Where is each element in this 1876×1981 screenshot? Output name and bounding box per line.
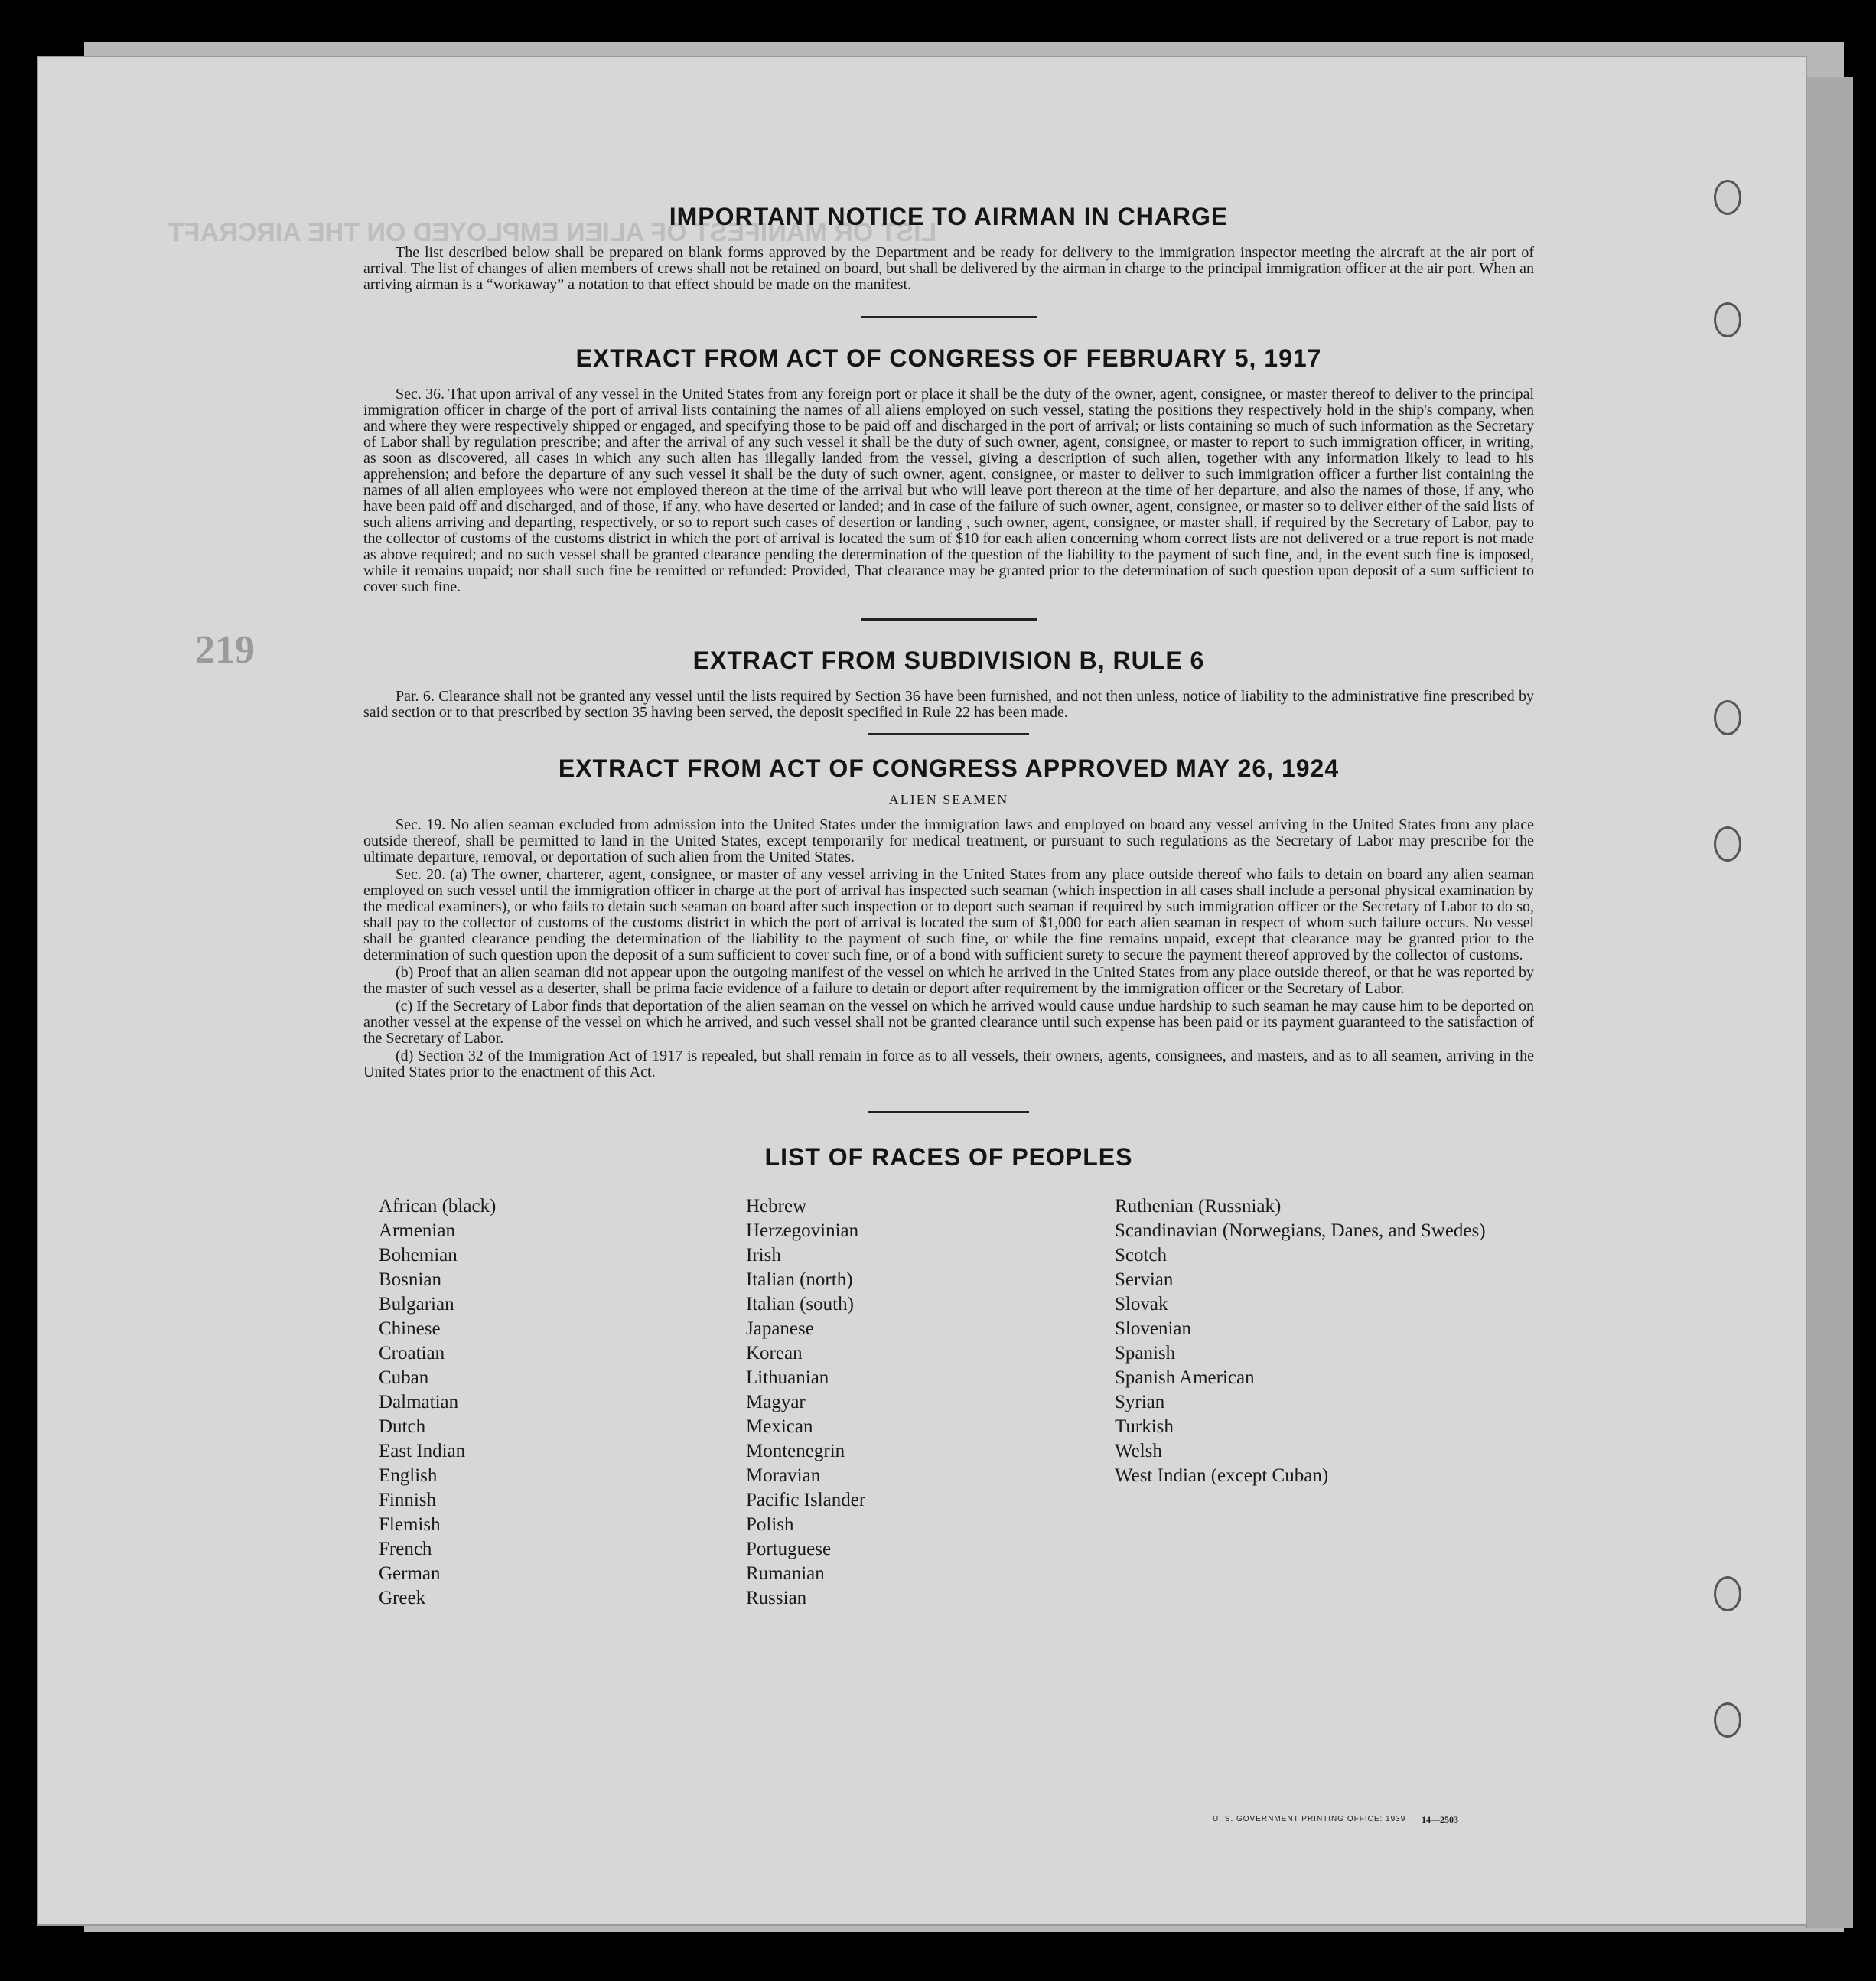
race-item: Cuban [379, 1367, 429, 1388]
race-item: English [379, 1465, 438, 1486]
notice-heading: IMPORTANT NOTICE TO AIRMAN IN CHARGE [669, 203, 1229, 230]
act-1924-sec20b: (b) Proof that an alien seaman did not appear upon the outgoing manifest of the vessel on which he arrived in the United States from any place outside thereof, or that he was reported by the master of such vessel as a deserter, shall be prima facie evidence of a failure to detain or deport after requirement by the immigration officer or the Secretary of Labor. [363, 964, 1534, 997]
race-item: Syrian [1115, 1392, 1165, 1412]
notice-section [363, 203, 1534, 293]
rule6-text: Par. 6. Clearance shall not be granted any vessel until the lists required by Section 36 have been furnished, and not then unless, notice of liability to the administrative fine prescribed by said section or to that prescribed by section 35 having been served, the deposit specified in Rule 22 has been made. [363, 688, 1534, 721]
race-item: Bosnian [379, 1269, 441, 1290]
race-item: Pacific Islander [746, 1490, 866, 1510]
race-item: Spanish [1115, 1343, 1176, 1364]
race-item: Welsh [1115, 1441, 1162, 1461]
race-item: Armenian [379, 1220, 455, 1241]
punch-hole [1714, 302, 1741, 337]
punch-hole [1714, 826, 1741, 862]
punch-hole [1714, 700, 1741, 735]
rule6-heading: EXTRACT FROM SUBDIVISION B, RULE 6 [692, 647, 1205, 674]
punch-hole [1714, 1576, 1741, 1611]
race-item: Dutch [379, 1416, 426, 1437]
act-1924-sec19: Sec. 19. No alien seaman excluded from admission into the United States under the immigration laws and employed on board any vessel arriving in the United States from any place outside thereof, shall be permitted to land in the United States, except temporarily for medical treatment, or pursuant to such regulations as the Secretary of Labor may prescribe for the ultimate departure, removal, or deportation of such alien from the United States. [363, 816, 1534, 865]
race-item: Herzegovinian [746, 1220, 859, 1241]
races-section [363, 1143, 1534, 1611]
act-1924-sec20d: (d) Section 32 of the Immigration Act of 1917 is repealed, but shall remain in force as to all vessels, their owners, agents, consignees, and masters, and as to all seamen, arriving in the United States prior to the enactment of this Act. [363, 1048, 1534, 1080]
races-list [363, 1194, 1534, 1611]
race-item: Ruthenian (Russniak) [1115, 1196, 1282, 1217]
alien-seamen-subheading: ALIEN SEAMEN [888, 792, 1009, 807]
race-item: Chinese [379, 1318, 441, 1339]
race-item: Bulgarian [379, 1294, 454, 1315]
document-page [38, 57, 1806, 1924]
races-heading: LIST OF RACES OF PEOPLES [764, 1143, 1133, 1171]
underlying-sheet-edge [1806, 77, 1853, 1928]
race-item: Magyar [746, 1392, 806, 1412]
races-column-1 [363, 1194, 746, 1611]
divider [868, 1111, 1029, 1113]
page-content [363, 203, 1534, 1611]
race-item: Turkish [1115, 1416, 1174, 1437]
race-item: Scotch [1115, 1245, 1168, 1266]
race-item: Scandinavian (Norwegians, Danes, and Swedes) [1115, 1220, 1486, 1241]
act-1917-section [363, 344, 1534, 595]
race-item: Lithuanian [746, 1367, 829, 1388]
divider [861, 618, 1037, 621]
race-item: Spanish American [1115, 1367, 1255, 1388]
bleed-through-text: LIST OR MANIFEST OF ALIEN EMPLOYED ON THE AIRCRAFT [168, 218, 937, 247]
race-item: Korean [746, 1343, 803, 1364]
race-item: Slovenian [1115, 1318, 1191, 1339]
race-item: East Indian [379, 1441, 466, 1461]
race-item: Portuguese [746, 1539, 832, 1559]
punch-hole [1714, 1702, 1741, 1738]
races-column-2 [746, 1194, 1115, 1611]
races-column-3 [1115, 1194, 1513, 1611]
race-item: Croatian [379, 1343, 445, 1364]
race-item: German [379, 1563, 441, 1584]
bleed-through-mark: 219 [195, 628, 255, 672]
form-code: 14—2503 [1422, 1814, 1458, 1825]
act-1924-sec20c: (c) If the Secretary of Labor finds that deportation of the alien seaman on the vessel on which he arrived would cause undue hardship to such seaman he may cause him to be deported on another vessel at the expense of the vessel on which he arrived, and such vessel shall not be granted clearance until such expense has been paid or its payment guaranteed to the satisfaction of the Secretary of Labor. [363, 998, 1534, 1047]
printer-imprint: U. S. GOVERNMENT PRINTING OFFICE: 1939 [1213, 1815, 1406, 1823]
race-item: Slovak [1115, 1294, 1168, 1315]
race-item: Dalmatian [379, 1392, 459, 1412]
race-item: Hebrew [746, 1196, 807, 1217]
race-item: Bohemian [379, 1245, 458, 1266]
race-item: Japanese [746, 1318, 814, 1339]
race-item: Flemish [379, 1514, 441, 1535]
act-1924-section [363, 754, 1534, 1080]
race-item: Italian (north) [746, 1269, 853, 1290]
race-item: Rumanian [746, 1563, 825, 1584]
act-1924-heading: EXTRACT FROM ACT OF CONGRESS APPROVED MAY 26, 1924 [558, 754, 1340, 782]
race-item: Greek [379, 1588, 426, 1608]
race-item: Mexican [746, 1416, 813, 1437]
rule6-section [363, 647, 1534, 721]
notice-text: The list described below shall be prepared on blank forms approved by the Department and be ready for delivery to the immigration inspector meeting the aircraft at the air port of arrival. The list of changes of alien members of crews shall not be retained on board, but shall be delivered by the airman in charge to the principal immigration officer at the air port. When an arriving airman is a “workaway” a notation to that effect should be made on the manifest. [363, 244, 1534, 293]
race-item: Servian [1115, 1269, 1174, 1290]
race-item: Irish [746, 1245, 781, 1266]
divider [868, 733, 1029, 735]
act-1917-sec36: Sec. 36. That upon arrival of any vessel in the United States from any foreign port or place it shall be the duty of the owner, agent, consignee, or master thereof to deliver to the principal immigration officer in charge of the port of arrival lists containing the names of all aliens employed on such vessel, stating the positions they respectively hold in the ship's company, when and where they were respectively shipped or engaged, and specifying those to be paid off and discharged in the port of arrival; or lists containing so much of such information as the Secretary of Labor shall by regulation prescribe; and after the arrival of any such vessel it shall be the duty of such owner, agent, consignee, or master to report to such immigration officer, in writing, as soon as discovered, all cases in which any such alien has illegally landed from the vessel, giving a description of such alien, together with any information likely to lead to his apprehension; and before the departure of any such vessel it shall be the duty of such owner, agent, consignee, or master to deliver to such immigration officer a further list containing the names of all alien employees who were not employed thereon at the time of the arrival but who will leave port thereon at the time of her departure, and also the names of those, if any, who have been paid off and discharged, and of those, if any, who have deserted or landed; and in case of the failure of such owner, agent, consignee, or master so to deliver either of the said lists of such aliens arriving and departing, respectively, or so to report such cases of desertion or landing , such owner, agent, consignee, or master shall, if required by the Secretary of Labor, pay to the collector of customs of the customs district in which the port of arrival is located the sum of $10 for each alien concerning whom correct lists are not delivered or a true report is not made as above required; and no such vessel shall be granted clearance pending the determination of the question of the liability to the payment of such fine, and, in the event such fine is imposed, while it remains unpaid; nor shall such fine be remitted or refunded: Provided, That clearance may be granted prior to the determination of such question upon deposit of a sum sufficient to cover such fine. [363, 386, 1534, 595]
divider [861, 316, 1037, 318]
race-item: Polish [746, 1514, 794, 1535]
race-item: French [379, 1539, 432, 1559]
punch-hole [1714, 180, 1741, 215]
race-item: Italian (south) [746, 1294, 854, 1315]
race-item: African (black) [379, 1196, 497, 1217]
act-1924-sec20a: Sec. 20. (a) The owner, charterer, agent, consignee, or master of any vessel arriving in the United States from any place outside thereof who fails to detain on board any alien seaman employed on such vessel until the immigration officer in charge at the port of arrival has inspected such seaman (which inspection in all cases shall include a personal physical examination by the medical examiners), or who fails to detain such seaman on board after such inspection or to deport such seaman if required by such immigration officer or the Secretary of Labor to do so, shall pay to the collector of customs of the customs district in which the port of arrival is located the sum of $1,000 for each alien seaman in respect of whom such failure occurs. No vessel shall be granted clearance pending the determination of the liability to the payment of such fine, or while the fine remains unpaid, except that clearance may be granted prior to the determination of such question upon the deposit of a sum sufficient to cover such fine, or of a bond with sufficient surety to secure the payment thereof approved by the collector of customs. [363, 866, 1534, 963]
race-item: Russian [746, 1588, 807, 1608]
race-item: West Indian (except Cuban) [1115, 1465, 1329, 1486]
act-1917-heading: EXTRACT FROM ACT OF CONGRESS OF FEBRUARY 5, 1917 [575, 344, 1322, 372]
race-item: Finnish [379, 1490, 437, 1510]
race-item: Moravian [746, 1465, 821, 1486]
race-item: Montenegrin [746, 1441, 845, 1461]
